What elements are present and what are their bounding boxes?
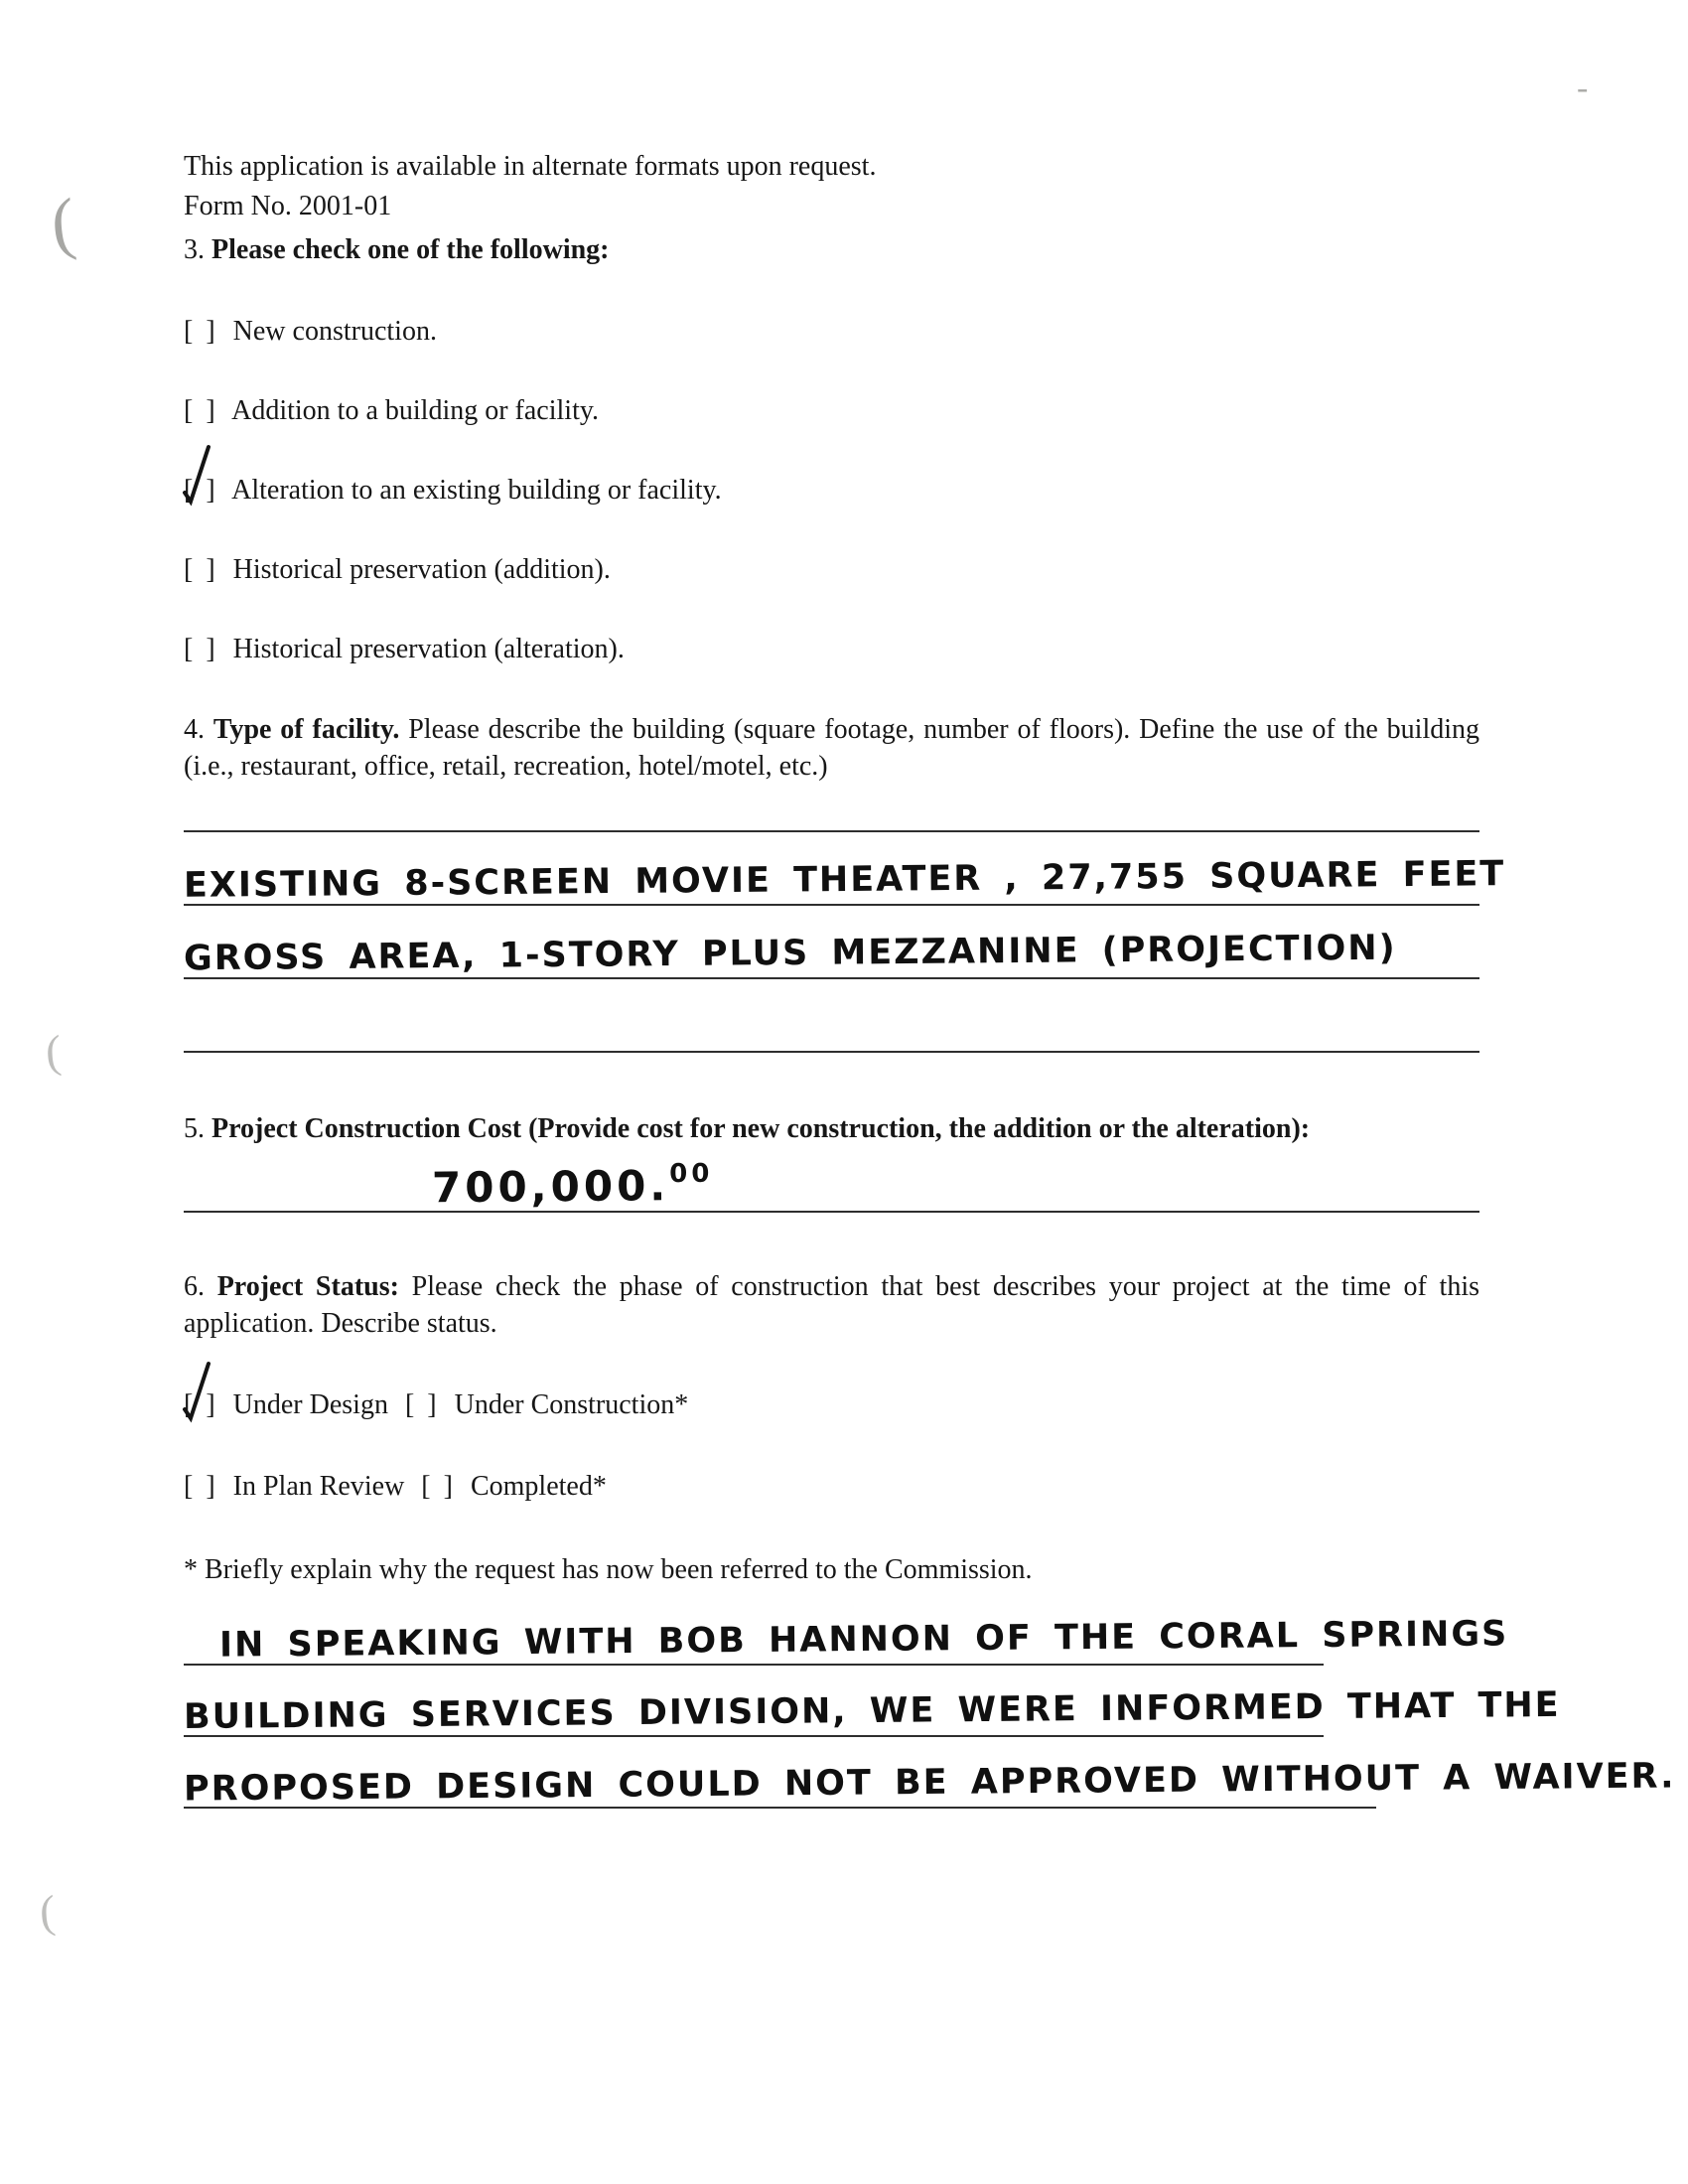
checkbox-box[interactable]: [ ] <box>184 634 218 664</box>
explanation-field-line2[interactable] <box>183 1666 1561 1738</box>
checkbox-box[interactable]: [ ] <box>184 395 218 426</box>
alternate-formats-notice: This application is available in alternate formats upon request. <box>184 151 877 182</box>
section5-title: Project Construction Cost (Provide cost for new construction, the addition or the alteration): <box>211 1113 1311 1144</box>
status-option-under-design[interactable] <box>184 1389 395 1420</box>
section4-title: Type of facility. <box>212 714 400 745</box>
checkbox-label: Alteration to an existing building or facility. <box>231 475 722 506</box>
section6-title: Project Status: <box>216 1271 399 1302</box>
checkbox-box[interactable]: [ ] <box>184 316 218 347</box>
section3-heading <box>184 230 1479 270</box>
section6-number: 6. <box>184 1271 205 1302</box>
checkbox-label: Historical preservation (addition). <box>232 554 611 585</box>
scan-artifact-paren: ( <box>44 1025 64 1078</box>
status-options-row-1 <box>184 1387 1479 1423</box>
status-options-row-2 <box>184 1469 1479 1505</box>
referral-footnote: * Briefly explain why the request has now been referred to the Commission. <box>184 1554 1033 1585</box>
section4-heading <box>184 711 1479 785</box>
section4-number: 4. <box>184 714 205 745</box>
handwritten-cost-cents: 00 <box>669 1158 714 1190</box>
referral-explanation-area <box>183 1594 1676 1810</box>
checkbox-label: Completed* <box>470 1471 607 1502</box>
handwritten-explanation-line1: IN SPEAKING WITH BOB HANNON OF THE CORAL SPRINGS <box>218 1614 1509 1666</box>
checkbox-label: Historical preservation (alteration). <box>232 634 625 664</box>
scan-artifact-dash: - <box>1577 70 1589 106</box>
handwritten-facility-line1: EXISTING 8-SCREEN MOVIE THEATER , 27,755 SQUARE FEET <box>183 854 1506 906</box>
section3-number: 3. <box>184 234 205 265</box>
checkbox-option-historical-addition[interactable] <box>184 552 1479 588</box>
checkbox-label: In Plan Review <box>232 1471 405 1502</box>
checkbox-box[interactable]: [ ] <box>404 1389 440 1420</box>
handwritten-cost-value: 700,000.00 <box>431 1158 714 1213</box>
status-option-under-construction[interactable] <box>405 1389 688 1420</box>
checkbox-option-new-construction[interactable] <box>184 314 1479 350</box>
checkbox-box[interactable]: [ ] <box>184 475 218 506</box>
form-number: Form No. 2001-01 <box>184 191 392 221</box>
checkbox-option-historical-alteration[interactable] <box>184 632 1479 667</box>
checkbox-box[interactable]: [ ] <box>184 1471 218 1502</box>
handwritten-explanation-line2: BUILDING SERVICES DIVISION, WE WERE INFORMED THAT THE <box>183 1684 1561 1738</box>
construction-cost-field[interactable] <box>184 1151 1479 1213</box>
section6-description: Please check the phase of construction that best describes your project at the time of this application. Describe status. <box>184 1271 1479 1339</box>
checkbox-label: Addition to a building or facility. <box>231 395 600 426</box>
checkbox-box[interactable]: [ ] <box>184 554 218 585</box>
section5-number: 5. <box>184 1113 205 1144</box>
handwritten-facility-line2: GROSS AREA, 1-STORY PLUS MEZZANINE (PROJECTION) <box>183 928 1397 979</box>
handwritten-explanation-line3: PROPOSED DESIGN COULD NOT BE APPROVED WITHOUT A WAIVER. <box>183 1756 1676 1810</box>
status-option-completed[interactable] <box>421 1471 607 1502</box>
explanation-field-line1[interactable] <box>184 1594 1509 1666</box>
section6-heading <box>184 1268 1479 1342</box>
section3-title: Please check one of the following: <box>211 234 610 265</box>
checkbox-box[interactable]: [ ] <box>184 1389 218 1420</box>
scan-artifact-paren: ( <box>38 1885 58 1938</box>
checkbox-label: Under Design <box>232 1389 388 1420</box>
checkbox-option-addition[interactable] <box>184 393 1479 429</box>
checkbox-box[interactable]: [ ] <box>421 1471 456 1502</box>
facility-description-field-line2[interactable] <box>184 906 1479 979</box>
facility-description-field-line1[interactable] <box>183 832 1506 906</box>
section4-description: Please describe the building (square footage, number of floors). Define the use of the building (i.e., restaurant, office, retail, recreation, hotel/motel, etc.) <box>184 714 1480 782</box>
checkbox-label: Under Construction* <box>454 1389 689 1420</box>
facility-description-field-line3[interactable] <box>184 979 1479 1053</box>
section5-heading <box>184 1110 1479 1147</box>
status-option-in-plan-review[interactable] <box>184 1471 411 1502</box>
checkbox-option-alteration[interactable] <box>184 473 1479 509</box>
explanation-field-line3[interactable] <box>183 1737 1676 1810</box>
scan-artifact-paren: ( <box>47 184 79 264</box>
checkbox-label: New construction. <box>232 316 437 347</box>
